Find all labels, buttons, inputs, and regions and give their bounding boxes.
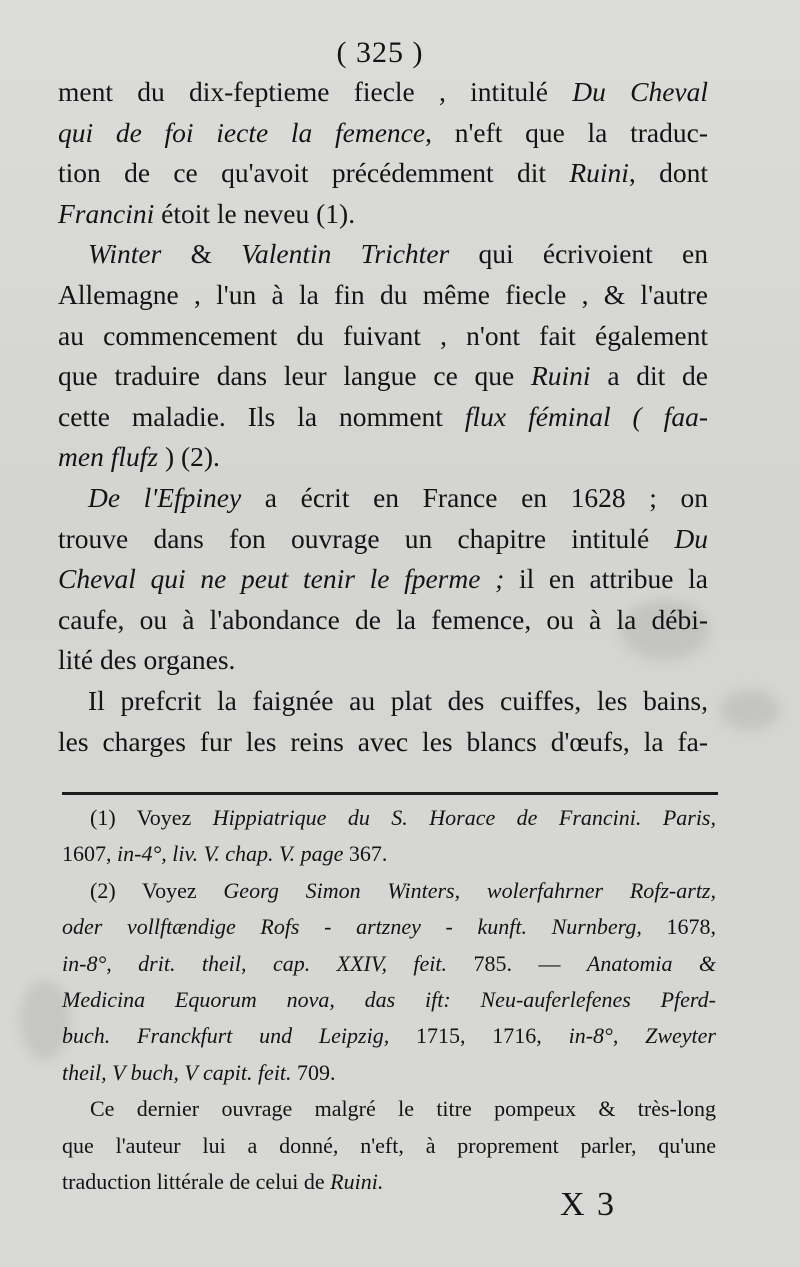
text-run: 785. — [447,950,587,976]
text-line-content [58,559,708,600]
text-line [58,559,708,600]
italic-text: Anatomia & [586,950,717,976]
text-run: lité des organes. [58,644,236,676]
text-line [58,113,708,154]
italic-text: De l'Efpiney [88,481,242,513]
text-line [58,722,708,763]
footnote-line-content [62,1018,716,1054]
text-line [58,275,708,316]
text-line [58,153,708,194]
text-line [58,234,708,275]
text-run: il en attribue la [504,563,708,595]
text-run: a dit de [590,360,708,392]
footnote-line [62,800,716,836]
text-line-content [58,519,708,560]
footnote-line [62,873,716,909]
footnote-line [62,1164,716,1200]
footnote-line-content [62,1055,336,1091]
text-line [58,640,708,681]
text-line [58,681,708,722]
text-line-content [58,316,708,357]
italic-text: men flufz [58,441,159,473]
text-run: 367. [343,841,388,867]
text-line [58,72,708,113]
paper-stain [720,690,780,730]
text-run: Il prefcrit la faignée au plat des cuiffes, les bains, [88,684,708,716]
footnote-line [62,836,716,872]
text-run: 709. [291,1059,336,1085]
italic-text: Ruini. [330,1169,384,1195]
footnote-line [62,1018,716,1054]
text-run: (2) Voyez [90,877,224,903]
text-line-content [58,113,708,154]
text-line-content [58,722,708,763]
text-run: trouve dans fon ouvrage un chapitre intitulé [58,522,675,554]
italic-text: oder vollftændige Rofs - artzney - kunft. Nurnberg, [62,914,642,940]
italic-text: Francini [58,197,155,229]
italic-text: Du [674,522,708,554]
text-line [58,600,708,641]
page-number: ( 325 ) [336,36,424,69]
text-line-content [88,681,708,722]
text-run: les charges fur les reins avec les blancs d'œufs, la fa- [58,725,708,757]
footnote-line-content [62,946,716,982]
footnote-rule [62,792,718,795]
italic-text: in-8°, drit. theil, cap. XXIV, feit. [62,950,448,976]
italic-text: Valentin Trichter [241,238,450,270]
text-line-content [58,356,708,397]
footnote-line-content [62,982,716,1018]
text-run: 1678, [641,914,717,940]
signature-mark: X 3 [560,1186,617,1223]
italic-text: Hippiatrique du S. Horace de Francini. Paris, [212,805,716,830]
footnote-line [62,946,716,982]
italic-text: Du Cheval [572,76,708,107]
text-line-content [58,72,708,113]
text-run: & [161,238,242,270]
footnote-line-content [90,873,716,909]
text-run: ) (2). [158,441,220,473]
italic-text: Medicina Equorum nova, das ift: Neu-auferlefenes Pferd- [62,987,716,1013]
footnote-line [62,1091,716,1127]
text-run: au commencement du fuivant , n'ont fait également [58,319,708,351]
text-line [58,194,708,235]
text-line-content [88,478,708,519]
text-run: Allemagne , l'un à la fin du même fiecle , & l'autre [58,278,708,310]
text-run: 1607, [62,841,117,867]
text-run: 1715, 1716, [389,1023,569,1049]
text-run: que l'auteur lui a donné, n'eft, à proprement parler, qu'une [62,1132,716,1158]
italic-text: in-4°, liv. V. chap. V. page [117,841,344,867]
text-line-content [58,275,708,316]
text-run: qui écrivoient en [449,238,709,270]
text-line-content [58,194,355,235]
footnote-line-content [62,1128,716,1164]
italic-text: Georg Simon Winters, wolerfahrner Rofz-artz, [223,877,716,903]
text-line-content [58,437,220,478]
footnote-line [62,1055,716,1091]
italic-text: Cheval qui ne peut tenir le fperme ; [58,563,505,595]
text-run: (1) Voyez [90,805,213,830]
text-run: Ce dernier ouvrage malgré le titre pompeux & très-long [90,1096,716,1122]
text-line-content [58,600,708,641]
text-line-content [58,153,708,194]
footnote-line-content [62,836,387,872]
text-line [58,356,708,397]
footnote-line-content [62,909,716,945]
text-run: caufe, ou à l'abondance de la femence, ou à la débi- [58,603,708,635]
text-line-content [58,640,235,681]
text-run: étoit le neveu (1). [154,197,356,229]
footnote-line [62,1128,716,1164]
italic-text: qui de foi iecte la femence [58,116,426,148]
text-run: ment du dix-feptieme fiecle , intitulé [58,76,573,107]
footnote-line-content [90,1091,716,1127]
italic-text: buch. Franckfurt und Leipzig, [62,1023,390,1049]
text-run: a écrit en France en 1628 ; on [241,481,708,513]
footnote-line [62,909,716,945]
text-run: cette maladie. Ils la nomment [58,400,465,432]
text-line-content [58,397,708,438]
footnote-line-content [62,1164,383,1200]
italic-text: flux féminal ( faa- [464,400,708,432]
text-line [58,437,708,478]
text-line [58,397,708,438]
footnote-line-content [90,800,716,836]
text-line [58,519,708,560]
italic-text: Winter [88,238,162,270]
text-line [58,478,708,519]
main-text [58,72,708,762]
text-run: , n'eft que la traduc- [425,116,708,148]
text-run: tion de ce qu'avoit précédemment dit [58,157,570,189]
italic-text: theil, V buch, V capit. feit. [62,1059,292,1085]
text-line [58,316,708,357]
footnotes [62,800,716,1200]
text-line-content [88,234,708,275]
text-run: que traduire dans leur langue ce que [58,360,531,392]
text-run: , dont [628,157,708,189]
italic-text: in-8°, Zweyter [568,1023,716,1049]
italic-text: Ruini [530,360,591,392]
text-run: traduction littérale de celui de [62,1169,331,1195]
italic-text: Ruini [569,157,629,189]
footnote-line [62,982,716,1018]
